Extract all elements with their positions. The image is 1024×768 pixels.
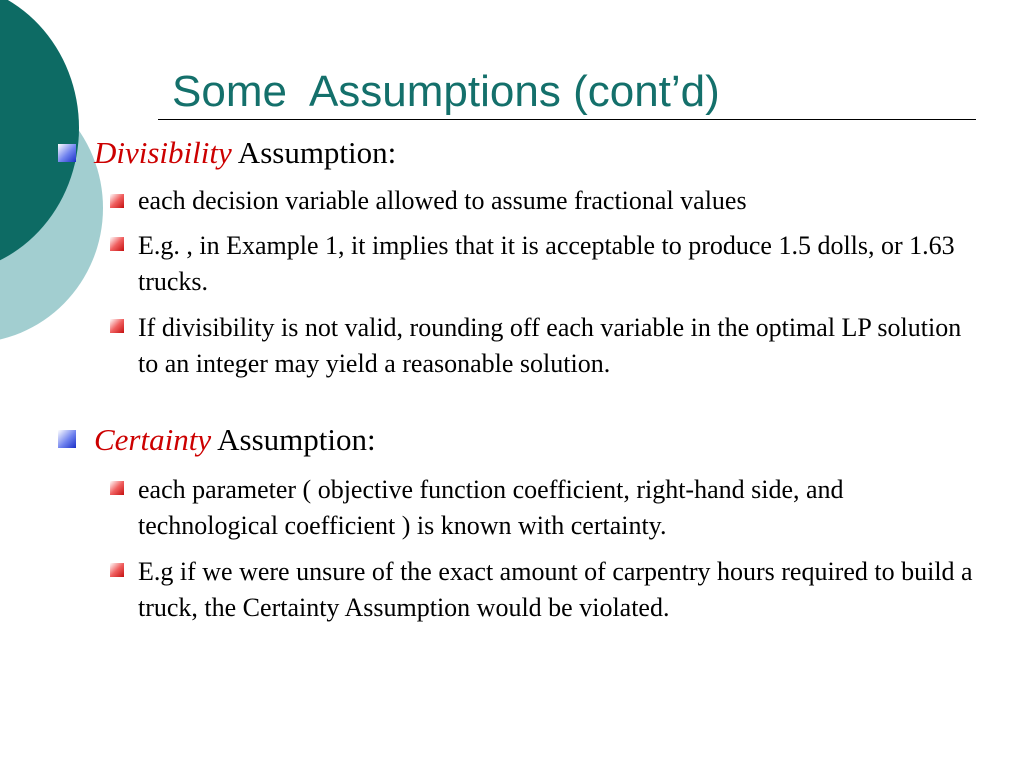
section-keyword: Certainty (94, 422, 212, 457)
square-bullet-icon (110, 194, 124, 208)
list-item: E.g if we were unsure of the exact amount of carpentry hours required to build a truck, the Certainty Assumption would be violated. (138, 557, 973, 622)
list-item: each decision variable allowed to assume fractional values (138, 186, 747, 215)
list-item: E.g. , in Example 1, it implies that it is acceptable to produce 1.5 dolls, or 1.63 trucks. (138, 231, 955, 296)
section-heading (94, 423, 376, 457)
list-item: If divisibility is not valid, rounding off each variable in the optimal LP solution to an integer may yield a reasonable solution. (138, 313, 962, 378)
square-bullet-icon (110, 237, 124, 251)
square-bullet-icon (58, 144, 76, 162)
square-bullet-icon (110, 319, 124, 333)
section-keyword: Divisibility (94, 135, 232, 170)
square-bullet-icon (58, 430, 76, 448)
list-item: each parameter ( objective function coefficient, right-hand side, and technological coefficient ) is known with certainty. (138, 475, 844, 540)
square-bullet-icon (110, 563, 124, 577)
section-heading (94, 136, 396, 170)
section-heading-rest: Assumption: (211, 422, 376, 457)
slide-title: Some Assumptions (cont’d) (172, 67, 720, 116)
square-bullet-icon (110, 481, 124, 495)
section-heading-rest: Assumption: (231, 135, 397, 170)
